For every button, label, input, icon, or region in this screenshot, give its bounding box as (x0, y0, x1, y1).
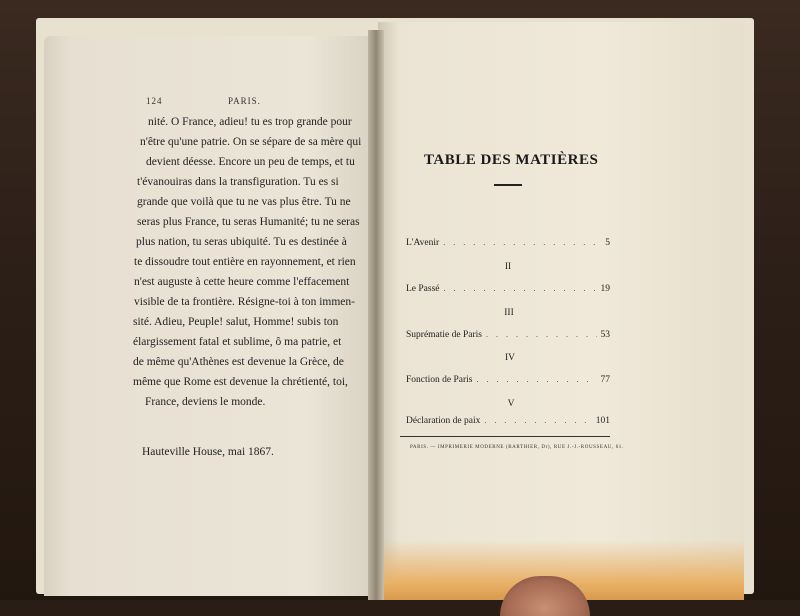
toc-entry-label: L'Avenir (406, 238, 440, 248)
text-line: n'être qu'une patrie. On se sépare de sa mère qui (140, 136, 362, 148)
dot-leader (486, 330, 597, 339)
section-numeral: IV (504, 353, 516, 363)
toc-title: TABLE DES MATIÈRES (424, 152, 599, 168)
dot-leader (443, 238, 601, 247)
dot-leader (484, 416, 591, 425)
section-numeral: V (507, 399, 515, 409)
signature-line: Hauteville House, mai 1867. (142, 446, 274, 458)
text-line: te dissoudre tout entière en rayonnement, et rien (134, 256, 356, 268)
toc-entry (406, 238, 610, 248)
book-gutter (368, 30, 384, 600)
running-head: PARIS. (228, 96, 261, 106)
toc-entry-label: Suprématie de Paris (406, 330, 482, 340)
printer-colophon: PARIS. — IMPRIMERIE MODERNE (BARTHIER, Dr), RUE J.-J.-ROUSSEAU, 61. (410, 445, 624, 450)
text-line: plus nation, tu seras ubiquité. Tu es destinée à (136, 236, 347, 248)
toc-entry-page: 101 (595, 416, 610, 426)
text-line: France, deviens le monde. (145, 396, 266, 408)
toc-entry-page: 5 (605, 238, 610, 248)
dot-leader (444, 284, 597, 293)
text-line: n'est auguste à cette heure comme l'effacement (134, 276, 350, 288)
toc-entry (406, 284, 610, 294)
toc-entry-page: 53 (600, 330, 610, 340)
text-line: de même qu'Athènes est devenue la Grèce, de (133, 356, 344, 368)
toc-entry-page: 77 (600, 375, 610, 385)
text-line: sité. Adieu, Peuple! salut, Homme! subis ton (133, 316, 339, 328)
page-number: 124 (146, 96, 163, 106)
section-numeral: II (504, 262, 512, 272)
text-line: nité. O France, adieu! tu es trop grande pour (148, 116, 352, 128)
text-line: même que Rome est devenue la chrétienté, toi, (133, 376, 348, 388)
section-numeral: III (504, 308, 514, 318)
colophon-rule (400, 436, 610, 437)
right-page (378, 22, 744, 590)
toc-entry-label: Le Passé (406, 284, 440, 294)
text-line: élargissement fatal et sublime, ô ma patrie, et (133, 336, 342, 348)
toc-entry (406, 375, 610, 385)
text-line: visible de ta frontière. Résigne-toi à ton immen- (134, 296, 355, 308)
toc-entry (406, 330, 610, 340)
toc-entry (406, 416, 610, 426)
toc-entry-label: Fonction de Paris (406, 375, 473, 385)
text-line: seras plus France, tu seras Humanité; tu ne seras (137, 216, 360, 228)
text-line: devient déesse. Encore un peu de temps, et tu (146, 156, 355, 168)
toc-entry-page: 19 (600, 284, 610, 294)
title-rule (494, 184, 522, 186)
dot-leader (477, 375, 597, 384)
toc-entry-label: Déclaration de paix (406, 416, 481, 426)
text-line: t'évanouiras dans la transfiguration. Tu es si (137, 176, 339, 188)
text-line: grande que voilà que tu ne vas plus être. Tu ne (137, 196, 351, 208)
